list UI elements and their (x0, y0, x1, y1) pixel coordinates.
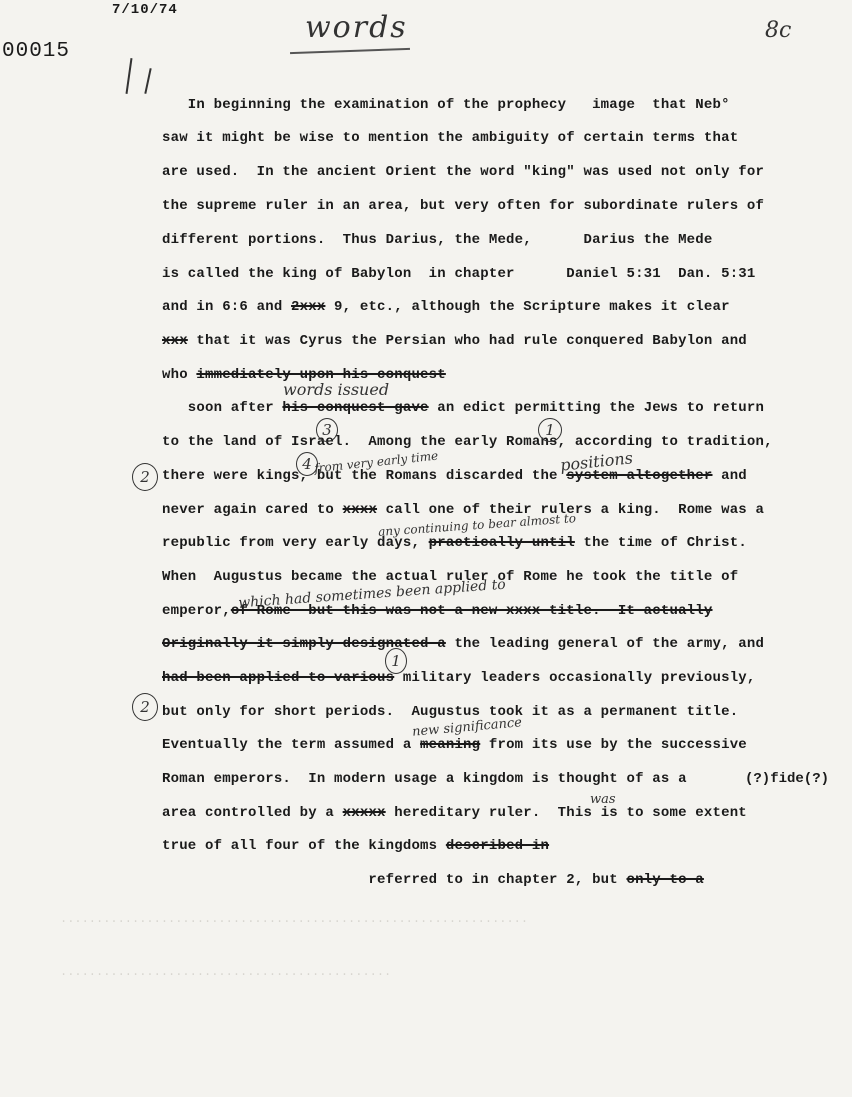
typed-line: xxx that it was Cyrus the Persian who had rule conquered Babylon and (162, 333, 747, 349)
circled-number: 1 (385, 648, 407, 674)
margin-circled-number: 2 (132, 693, 158, 721)
typed-line: saw it might be wise to mention the ambiguity of certain terms that (162, 130, 739, 146)
typed-line: but only for short periods. Augustus took it as a permanent title. (162, 704, 739, 720)
handwritten-insert: was (590, 792, 616, 807)
bleed-through: .............................................. (60, 965, 392, 979)
handwritten-insert: positions (559, 448, 634, 475)
typed-line: is called the king of Babylon in chapter Daniel 5:31 Dan. 5:31 (162, 266, 756, 282)
typed-line: In beginning the examination of the prophecy image that Neb° (162, 97, 730, 113)
page-label: 8c (765, 18, 792, 43)
handwritten-title: words (305, 10, 408, 45)
typed-line: Roman emperors. In modern usage a kingdom is thought of as a (162, 771, 687, 787)
circled-number: 1 (538, 418, 562, 442)
typed-line: referred to in chapter 2, but only to a (162, 872, 704, 888)
margin-circled-number: 2 (132, 463, 158, 491)
circled-number: 3 (316, 418, 338, 442)
typed-line: soon after his conquest gave an edict permitting the Jews to return (162, 400, 765, 416)
typed-line: there were kings, but the Romans discarded the system altogether and (162, 468, 747, 484)
typed-line: the supreme ruler in an area, but very often for subordinate rulers of (162, 198, 765, 214)
handwritten-insert: any continuing to bear almost to (377, 511, 577, 539)
typed-line: different portions. Thus Darius, the Mede, Darius the Mede (162, 232, 713, 248)
typed-line: When Augustus became the actual ruler of Rome he took the title of (162, 569, 739, 585)
typed-line: and in 6:6 and 2xxx 9, etc., although the Scripture makes it clear (162, 299, 730, 315)
typed-line: never again cared to xxxx call one of their rulers a king. Rome was a (162, 502, 765, 518)
title-underline (290, 48, 410, 54)
typed-line: Originally it simply designated a the leading general of the army, and (162, 636, 765, 652)
typed-line: area controlled by a xxxxx hereditary ruler. This is to some extent (162, 805, 747, 821)
handwritten-insert: which had sometimes been applied to (237, 576, 507, 612)
typed-line: are used. In the ancient Orient the word "king" was used not only for (162, 164, 765, 180)
circled-number: 4 (296, 452, 318, 476)
bleed-through: ................................................................. (60, 912, 529, 926)
typed-line: had been applied to various military leaders occasionally previously, (162, 670, 756, 686)
handwritten-insert: new significance (411, 715, 523, 740)
document-date: 7/10/74 (112, 2, 178, 18)
document-number: 00015 (2, 40, 71, 63)
margin-tick (126, 58, 133, 94)
handwritten-insert: words issued (283, 380, 390, 399)
margin-tick (144, 68, 151, 94)
typed-line: republic from very early days, practically until the time of Christ. (162, 535, 747, 551)
margin-note: (?)fide(?) (745, 771, 830, 787)
typed-line: true of all four of the kingdoms described in (162, 838, 550, 854)
typed-line: to the land of Israel. Among the early Romans, according to tradition, (162, 434, 773, 450)
handwritten-insert: from very early time (313, 448, 439, 476)
typed-line: Eventually the term assumed a meaning from its use by the successive (162, 737, 747, 753)
typed-line: who immediately upon his conquest (162, 367, 446, 383)
typed-line: emperor,of Rome but this was not a new xxxx title. It actually (162, 603, 713, 619)
